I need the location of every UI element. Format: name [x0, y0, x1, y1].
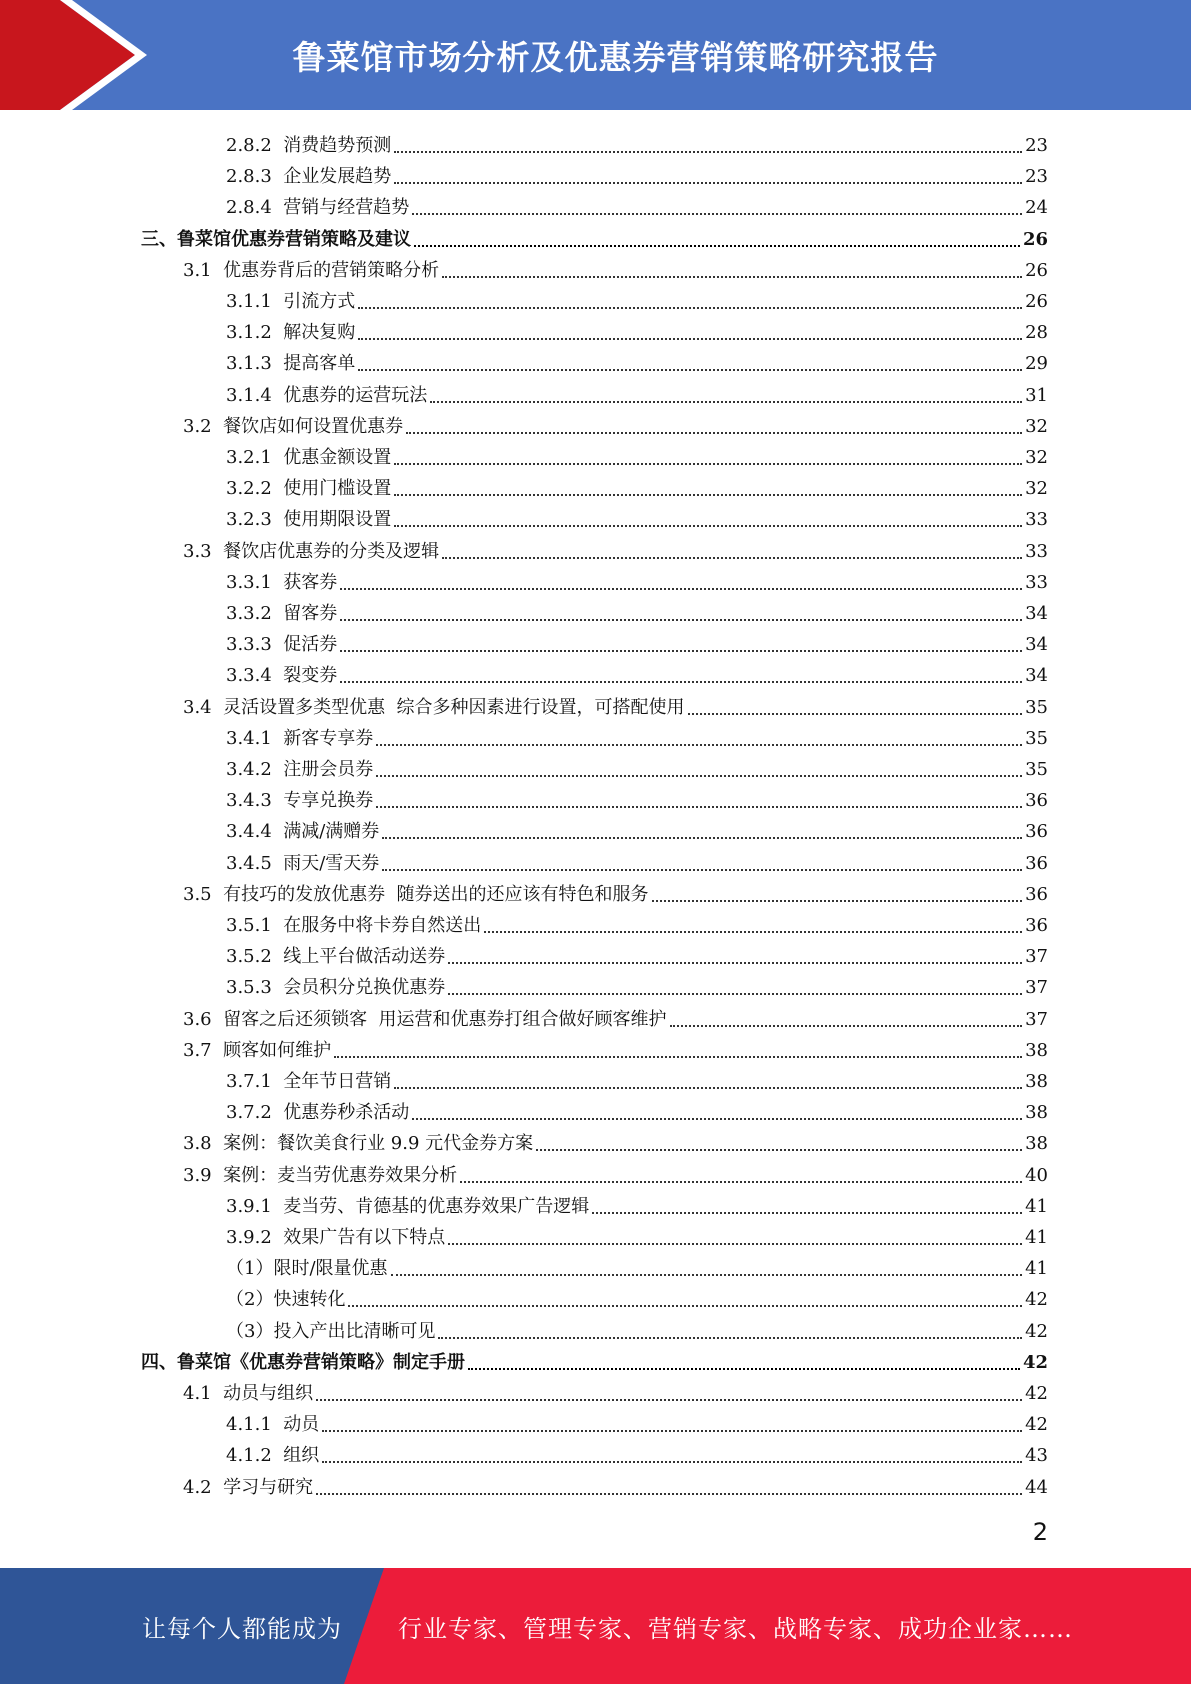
toc-entry-label: 3.1.4 优惠券的运营玩法 [226, 384, 428, 406]
toc-entry[interactable] [226, 1094, 1048, 1125]
toc-entry-page: 23 [1025, 135, 1048, 156]
toc-entry-page: 24 [1025, 197, 1048, 219]
toc-entry-label: 4.1.2 组织 [226, 1445, 320, 1467]
toc-entry-label: 3.7 顾客如何维护 [183, 1039, 332, 1061]
toc-leader-dots [334, 1056, 1022, 1058]
toc-entry-label: 3.7.2 优惠券秒杀活动 [226, 1102, 410, 1124]
toc-entry[interactable] [226, 720, 1048, 751]
toc-entry-label: 3.3.3 促活券 [226, 634, 338, 656]
toc-leader-dots [536, 1149, 1022, 1151]
toc-entry[interactable] [183, 1375, 1048, 1406]
toc-leader-dots [382, 837, 1022, 839]
toc-entry-label: 3.4.2 注册会员券 [226, 759, 374, 780]
toc-entry-label: 3.2.2 使用门槛设置 [226, 478, 392, 500]
toc-entry-page: 33 [1025, 540, 1048, 562]
toc-entry-label: 3.3 餐饮店优惠券的分类及逻辑 [183, 540, 440, 562]
toc-entry-page: 33 [1025, 509, 1048, 531]
toc-entry-label: 3.9 案例：麦当劳优惠券效果分析 [183, 1164, 458, 1186]
toc-leader-dots [394, 1087, 1022, 1089]
toc-entry[interactable] [226, 1281, 1048, 1312]
toc-entry-label: 2.8.4 营销与经营趋势 [226, 197, 410, 219]
toc-entry-page: 42 [1025, 1320, 1048, 1342]
toc-entry-page: 31 [1025, 384, 1048, 406]
toc-entry-label: 3.1.3 提高客单 [226, 353, 356, 375]
toc-leader-dots [442, 557, 1022, 559]
footer-slogan-right: 行业专家、管理专家、营销专家、战略专家、成功企业家…… [398, 1614, 1073, 1643]
toc-leader-dots [468, 1368, 1020, 1370]
toc-entry-label: 4.2 学习与研究 [183, 1476, 314, 1498]
toc-entry-page: 34 [1025, 665, 1048, 687]
toc-entry-label: 3.5.3 会员积分兑换优惠券 [226, 977, 446, 999]
toc-entry[interactable] [226, 657, 1048, 688]
toc-leader-dots [430, 401, 1022, 403]
toc-entry-label: 3.4.5 雨天/雪天券 [226, 852, 380, 874]
toc-entry[interactable] [183, 1469, 1048, 1500]
toc-entry-label: 3.8 案例：餐饮美食行业 9.9 元代金券方案 [183, 1133, 534, 1155]
toc-entry-label: 3.1.1 引流方式 [226, 291, 356, 312]
toc-entry-label: 3.5.1 在服务中将卡券自然送出 [226, 915, 482, 936]
toc-entry[interactable] [226, 782, 1048, 813]
toc-leader-dots [442, 276, 1022, 278]
toc-leader-dots [448, 993, 1022, 995]
toc-entry-page: 41 [1025, 1227, 1048, 1248]
toc-entry-page: 35 [1025, 696, 1048, 718]
toc-entry[interactable] [183, 1001, 1048, 1032]
toc-entry[interactable] [226, 314, 1048, 345]
toc-entry-page: 43 [1025, 1445, 1048, 1467]
toc-leader-dots [394, 525, 1022, 527]
toc-entry-page: 28 [1025, 322, 1048, 344]
toc-entry-label: 3.9.2 效果广告有以下特点 [226, 1227, 446, 1248]
toc-entry[interactable] [226, 189, 1048, 220]
toc-entry[interactable] [226, 1437, 1048, 1468]
toc-leader-dots [316, 1399, 1022, 1401]
toc-entry[interactable] [183, 1032, 1048, 1063]
toc-entry-label: 3.6 留客之后还须锁客 用运营和优惠券打组合做好顾客维护 [183, 1008, 667, 1030]
toc-leader-dots [688, 713, 1023, 715]
toc-entry[interactable] [226, 564, 1048, 595]
toc-entry[interactable] [226, 938, 1048, 969]
page-footer [0, 1568, 1191, 1684]
toc-entry-page: 23 [1025, 166, 1048, 188]
toc-entry-page: 32 [1025, 478, 1048, 500]
toc-entry-page: 38 [1025, 1039, 1048, 1061]
toc-entry-page: 26 [1025, 259, 1048, 281]
toc-leader-dots [406, 432, 1022, 434]
toc-entry-page: 36 [1025, 915, 1048, 936]
toc-leader-dots [358, 307, 1022, 309]
toc-entry[interactable] [226, 907, 1048, 938]
toc-entry[interactable] [226, 439, 1048, 470]
page-header [0, 0, 1191, 110]
toc-leader-dots [414, 245, 1020, 247]
toc-leader-dots [340, 619, 1022, 621]
toc-entry-label: 3.4.4 满减/满赠券 [226, 821, 380, 843]
toc-entry-label: 4.1.1 动员 [226, 1414, 320, 1436]
toc-entry[interactable] [226, 751, 1048, 782]
toc-entry-page: 36 [1025, 790, 1048, 812]
toc-entry[interactable] [141, 1344, 1048, 1375]
toc-entry-page: 26 [1022, 228, 1048, 250]
toc-entry-page: 36 [1025, 883, 1048, 905]
toc-entry[interactable] [141, 221, 1048, 252]
toc-entry[interactable] [226, 1063, 1048, 1094]
toc-entry-label: 四、鲁菜馆《优惠券营销策略》制定手册 [141, 1351, 465, 1373]
toc-leader-dots [316, 1493, 1022, 1495]
toc-entry[interactable] [226, 158, 1048, 189]
toc-entry-page: 34 [1025, 634, 1048, 656]
toc-entry-label: 3.2.1 优惠金额设置 [226, 447, 392, 468]
toc-entry-page: 36 [1025, 852, 1048, 874]
toc-entry-label: 3.9.1 麦当劳、肯德基的优惠券效果广告逻辑 [226, 1195, 590, 1217]
toc-leader-dots [340, 650, 1022, 652]
toc-entry-page: 37 [1025, 1008, 1048, 1030]
toc-entry-page: 38 [1025, 1133, 1048, 1155]
toc-entry[interactable] [183, 689, 1048, 720]
toc-entry-page: 42 [1025, 1289, 1048, 1311]
toc-entry-label: 3.3.1 获客券 [226, 571, 338, 593]
toc-leader-dots [412, 213, 1022, 215]
toc-entry-label: 3.3.4 裂变券 [226, 665, 338, 687]
toc-leader-dots [376, 775, 1022, 777]
toc-leader-dots [358, 369, 1022, 371]
toc-leader-dots [376, 806, 1022, 808]
toc-entry[interactable] [183, 533, 1048, 564]
toc-entry-label: 3.5.2 线上平台做活动送券 [226, 946, 446, 968]
toc-entry[interactable] [226, 1250, 1048, 1281]
toc-entry-page: 26 [1025, 291, 1048, 312]
toc-leader-dots [448, 1243, 1022, 1245]
toc-entry-label: 3.3.2 留客券 [226, 603, 338, 624]
toc-entry-label: 3.7.1 全年节日营销 [226, 1071, 392, 1092]
toc-entry[interactable] [226, 1313, 1048, 1344]
toc-entry[interactable] [183, 252, 1048, 283]
report-title: 鲁菜馆市场分析及优惠券营销策略研究报告 [292, 37, 939, 77]
toc-entry[interactable] [226, 1406, 1048, 1437]
toc-entry-label: （3）投入产出比清晰可见 [226, 1320, 436, 1342]
toc-entry[interactable] [226, 283, 1048, 314]
toc-entry[interactable] [226, 626, 1048, 657]
toc-entry-page: 41 [1025, 1195, 1048, 1217]
toc-leader-dots [394, 494, 1022, 496]
toc-leader-dots [322, 1430, 1022, 1432]
toc-leader-dots [340, 588, 1022, 590]
toc-leader-dots [376, 744, 1022, 746]
toc-entry-label: 3.2 餐饮店如何设置优惠券 [183, 415, 404, 437]
toc-entry-page: 29 [1025, 353, 1048, 375]
toc-entry[interactable] [183, 1125, 1048, 1156]
toc-leader-dots [412, 1118, 1022, 1120]
toc-entry-page: 40 [1025, 1164, 1048, 1186]
toc-entry[interactable] [226, 377, 1048, 408]
toc-entry[interactable] [183, 1157, 1048, 1188]
toc-entry[interactable] [226, 845, 1048, 876]
toc-entry-page: 44 [1025, 1476, 1048, 1498]
toc-leader-dots [652, 900, 1023, 902]
toc-leader-dots [592, 1212, 1022, 1214]
toc-entry-page: 35 [1025, 759, 1048, 780]
footer-slogan-left: 让每个人都能成为 [142, 1614, 342, 1643]
toc-entry-label: 3.4 灵活设置多类型优惠 综合多种因素进行设置，可搭配使用 [183, 696, 685, 718]
toc-leader-dots [438, 1337, 1022, 1339]
toc-leader-dots [670, 1025, 1023, 1027]
toc-entry-page: 41 [1025, 1258, 1048, 1280]
toc-entry-page: 35 [1025, 727, 1048, 749]
toc-entry-label: 3.4.1 新客专享券 [226, 727, 374, 749]
toc-entry-page: 42 [1025, 1414, 1048, 1436]
toc-entry[interactable] [226, 127, 1048, 158]
toc-leader-dots [448, 962, 1022, 964]
toc-entry-page: 36 [1025, 821, 1048, 843]
toc-leader-dots [322, 1461, 1022, 1463]
toc-leader-dots [348, 1305, 1022, 1307]
toc-entry-label: （1）限时/限量优惠 [226, 1258, 388, 1280]
toc-entry-label: 4.1 动员与组织 [183, 1383, 314, 1404]
toc-entry-page: 34 [1025, 603, 1048, 624]
toc-entry[interactable] [226, 501, 1048, 532]
toc-leader-dots [394, 463, 1022, 465]
toc-entry-page: 33 [1025, 571, 1048, 593]
toc-entry-label: 2.8.3 企业发展趋势 [226, 166, 392, 188]
toc-entry-page: 37 [1025, 946, 1048, 968]
header-arrow-icon [0, 0, 160, 110]
toc-entry-label: 3.1 优惠券背后的营销策略分析 [183, 259, 440, 281]
toc-leader-dots [358, 338, 1022, 340]
toc-entry-page: 32 [1025, 447, 1048, 468]
toc-entry-page: 38 [1025, 1071, 1048, 1092]
toc-entry[interactable] [183, 876, 1048, 907]
toc-leader-dots [391, 1274, 1023, 1276]
toc-entry-label: 3.5 有技巧的发放优惠券 随券送出的还应该有特色和服务 [183, 883, 649, 905]
toc-entry-label: （2）快速转化 [226, 1289, 346, 1311]
toc-entry-page: 32 [1025, 415, 1048, 437]
toc-entry[interactable] [183, 408, 1048, 439]
toc-entry-page: 42 [1025, 1383, 1048, 1404]
toc-leader-dots [394, 182, 1022, 184]
toc-entry-label: 3.1.2 解决复购 [226, 322, 356, 344]
toc-leader-dots [394, 151, 1022, 153]
toc-entry[interactable] [226, 1188, 1048, 1219]
toc-entry-label: 2.8.2 消费趋势预测 [226, 135, 392, 156]
toc-entry[interactable] [226, 595, 1048, 626]
toc-entry-page: 42 [1022, 1351, 1048, 1373]
toc-entry-page: 38 [1025, 1102, 1048, 1124]
toc-leader-dots [484, 931, 1022, 933]
toc-entry-label: 3.2.3 使用期限设置 [226, 509, 392, 531]
toc-entry-page: 37 [1025, 977, 1048, 999]
toc-entry-label: 三、鲁菜馆优惠券营销策略及建议 [141, 228, 411, 250]
toc-entry[interactable] [226, 470, 1048, 501]
toc-entry[interactable] [226, 969, 1048, 1000]
page-number: 2 [1032, 1518, 1048, 1546]
toc-entry[interactable] [226, 345, 1048, 376]
toc-entry[interactable] [226, 1219, 1048, 1250]
toc-leader-dots [460, 1181, 1022, 1183]
toc-entry-label: 3.4.3 专享兑换券 [226, 790, 374, 812]
toc-entry[interactable] [226, 813, 1048, 844]
toc-leader-dots [382, 869, 1022, 871]
toc-leader-dots [340, 681, 1022, 683]
